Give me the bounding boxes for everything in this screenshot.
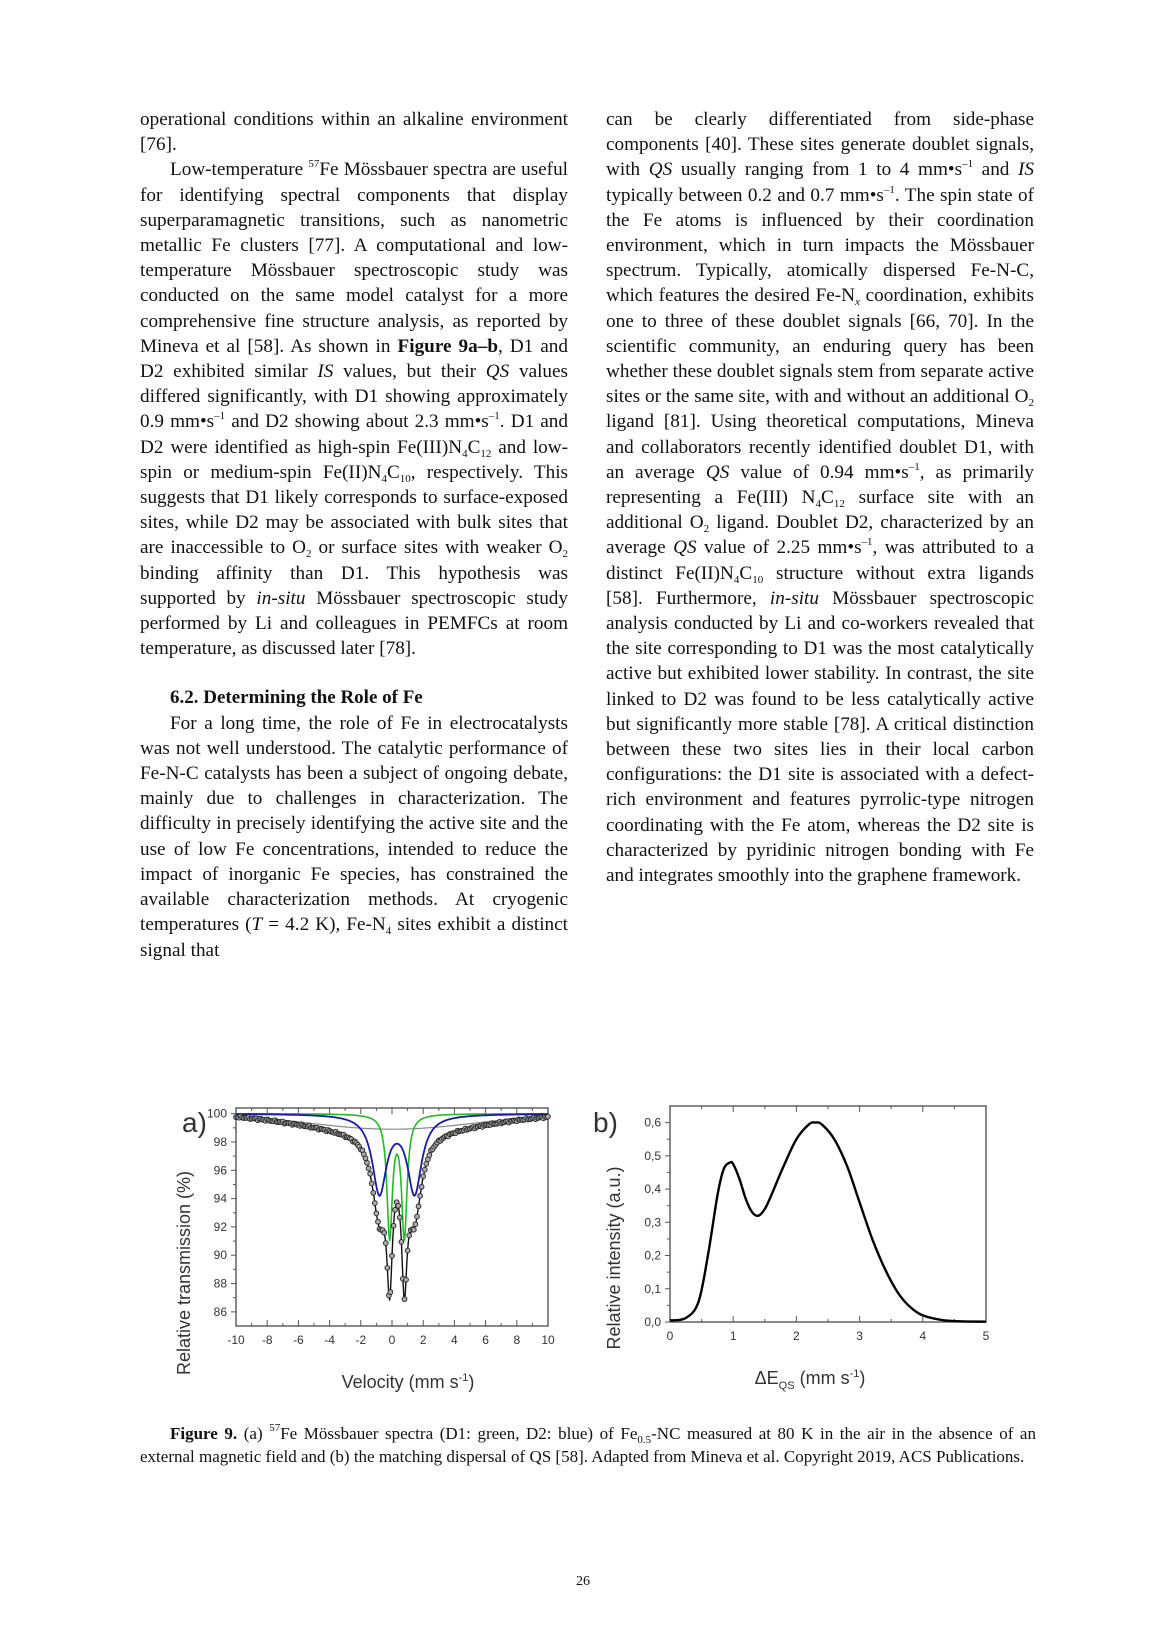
data-point (396, 1203, 401, 1208)
y-tick-label: 92 (213, 1219, 227, 1234)
data-point (405, 1248, 410, 1253)
data-point (368, 1171, 373, 1176)
panel-b-qs-distribution (593, 1106, 990, 1392)
plot-frame (670, 1106, 986, 1322)
figure-9 (150, 1098, 1010, 1398)
data-point (546, 1114, 551, 1119)
paragraph: operational conditions within an alkaline environment [76]. (140, 109, 568, 156)
data-point (371, 1190, 376, 1195)
y-tick-label: 0,2 (644, 1248, 661, 1263)
data-point (376, 1219, 381, 1224)
data-point (422, 1167, 427, 1172)
data-point (390, 1254, 395, 1259)
x-tick-label: 0 (388, 1333, 396, 1347)
data-point (385, 1265, 390, 1270)
data-point (388, 1290, 393, 1295)
data-point (424, 1161, 429, 1166)
panel-b-label: b) (593, 1107, 618, 1138)
figure-reference: Figure 9a–b (397, 335, 498, 357)
y-tick-label: 0,3 (644, 1215, 661, 1230)
x-tick-label: 8 (513, 1333, 521, 1347)
data-point (369, 1181, 374, 1186)
x-tick-label: 2 (419, 1333, 427, 1347)
figure-label: Figure 9. (170, 1424, 238, 1443)
data-point (418, 1194, 423, 1199)
y-tick-label: 0,1 (644, 1281, 661, 1296)
qs-distribution-line (670, 1122, 986, 1321)
d1-component-line (236, 1114, 548, 1241)
x-tick-label: -6 (293, 1333, 304, 1347)
data-point (404, 1277, 409, 1282)
panel-a-mossbauer-spectrum (174, 1107, 555, 1392)
paragraph: For a long time, the role of Fe in electrocatalysts was not well understood. The catalytic performance of Fe-N-C catalysts has been a subject of ongoing debate, mainly due to challenges in characterization. The difficulty in precisely identifying the active site and the use of low Fe concentrations, intended to reduce the impact of inorganic Fe species, has constrained the available characterization methods. At cryogenic temperatures (T = 4.2 K), $Fe-N_4$ sites exhibit a distinct signal that (140, 712, 568, 961)
section-heading: 6.2. Determining the Role of Fe (170, 687, 423, 709)
y-tick-label: 90 (213, 1248, 227, 1263)
right-column (606, 107, 1034, 888)
x-tick-label: 1 (729, 1329, 737, 1343)
y-tick-label: 0,4 (644, 1182, 661, 1197)
paragraph: Low-temperature $^{57}$Fe Mössbauer spectra are useful for identifying spectral components that display superparamagnetic transitions, such as nanometric metallic Fe clusters [77]. A computational and low-temperature Mössbauer spectroscopic study was conducted on the same model catalyst for a more comprehensive fine structure analysis, as reported by Mineva et al [58]. As shown in Figure 9a–b, D1 and D2 exhibited similar IS values, but their QS values differed significantly, with D1 showing approximately 0.9 $mm•s^{-1}$ and D2 showing about 2.3 $mm•s^{-1}$. D1 and D2 were identified as high-spin $Fe(III)N_4C_{12}$ and low-spin or medium-spin $Fe(II)N_4C_{10}$, respectively. This suggests that D1 likely corresponds to surface-exposed sites, while D2 may be associated with bulk sites that are inaccessible to $O_2$ or surface sites with weaker $O_2$ binding affinity than D1. This hypothesis was supported by in-situ Mössbauer spectroscopic study performed by Li and colleagues in PEMFCs at room temperature, as discussed later [78]. (140, 158, 568, 660)
data-point (407, 1233, 412, 1238)
figure-caption: Figure 9. (a) $^{57}$Fe Mössbauer spectra (D1: green, D2: blue) of $Fe_{0.5}-NC$ measured at 80 K in the air in the absence of an external magnetic field and (b) the matching dispersal of QS [58]. Adapted from Mineva et al. Copyright 2019, ACS Publications. (140, 1422, 1036, 1466)
figure-9-svg (150, 1098, 1010, 1398)
data-point (415, 1214, 420, 1219)
data-point (382, 1230, 387, 1235)
x-tick-label: 4 (451, 1333, 458, 1347)
x-tick-label: 10 (541, 1333, 555, 1347)
x-tick-label: 4 (919, 1329, 927, 1343)
data-point (383, 1241, 388, 1246)
paragraph: can be clearly differentiated from side-phase components [40]. These sites generate doublet signals, with QS usually ranging from 1 to 4 $mm•s^{-1}$ and IS typically between 0.2 and 0.7 $mm•s^{-1}$. The spin state of the Fe atoms is influenced by their coordination environment, which in turn impacts the Mössbauer spectrum. Typically, atomically dispersed Fe-N-C, which features the desired $Fe-N_x$ coordination, exhibits one to three of these doublet signals [66, 70]. In the scientific community, an enduring query has been whether these doublet signals stem from separate active sites or the same site, with and without an additional $O_2$ ligand [81]. Using theoretical computations, Mineva and collaborators recently identified doublet D1, with an average QS value of 0.94 $mm•s^{-1}$, as primarily representing a Fe(III) $N_4C_{12}$ surface site with an additional $O_2$ ligand. Doublet D2, characterized by an average QS value of 2.25 $mm•s^{-1}$, was attributed to a distinct $Fe(II)N_4C_{10}$ structure without extra ligands [58]. Furthermore, in-situ Mössbauer spectroscopic analysis conducted by Li and co-workers revealed that the site corresponding to D1 was the most catalytically active but exhibited lower stability. In contrast, the site linked to D2 was found to be less catalytically active but significantly more stable [78]. A critical distinction between these two sites lies in their local carbon configurations: the D1 site is associated with a defect-rich environment and features pyrrolic-type nitrogen coordinating with the Fe atom, whereas the D2 site is characterized by pyridinic nitrogen bonding with Fe and integrates smoothly into the graphene framework. (606, 109, 1035, 887)
data-point (365, 1160, 370, 1165)
x-tick-label: 3 (856, 1329, 863, 1343)
panel-a-y-axis-label: Relative transmission (%) (174, 1170, 194, 1376)
y-tick-label: 96 (213, 1163, 227, 1178)
data-point (374, 1211, 379, 1216)
y-tick-label: 0,5 (644, 1148, 661, 1163)
data-point (391, 1223, 396, 1228)
y-tick-label: 88 (213, 1276, 227, 1291)
data-point (421, 1174, 426, 1179)
y-tick-label: 98 (213, 1134, 227, 1149)
x-tick-label: -10 (227, 1333, 245, 1347)
x-tick-label: -4 (324, 1333, 335, 1347)
panel-a-label: a) (182, 1107, 207, 1138)
y-tick-label: 86 (213, 1304, 227, 1319)
d2-component-line (236, 1114, 548, 1196)
y-tick-label: 94 (213, 1191, 227, 1206)
left-column (140, 107, 568, 963)
y-tick-label: 100 (206, 1106, 227, 1121)
panel-b-x-axis-label: $\Delta E_{QS}$ (mm $s^{-1}$) (754, 1368, 866, 1392)
data-point (413, 1222, 418, 1227)
x-tick-label: 6 (482, 1333, 489, 1347)
data-point (399, 1240, 404, 1245)
x-tick-label: 2 (793, 1329, 800, 1343)
data-point (411, 1227, 416, 1232)
data-point (402, 1297, 407, 1302)
data-point (372, 1201, 377, 1206)
data-point (427, 1153, 432, 1158)
panel-a-x-axis-label: Velocity (mm $s^{-1}$) (341, 1372, 475, 1392)
y-tick-label: 0,0 (644, 1315, 661, 1329)
y-tick-label: 0,6 (644, 1115, 661, 1130)
x-tick-label: -2 (355, 1333, 367, 1347)
panel-b-y-axis-label: Relative intensity (a.u.) (604, 1166, 624, 1350)
x-tick-label: -8 (261, 1333, 273, 1347)
x-tick-label: 5 (982, 1329, 990, 1343)
x-tick-label: 0 (666, 1329, 674, 1343)
data-point (419, 1184, 424, 1189)
data-point (416, 1204, 421, 1209)
data-point (366, 1166, 371, 1171)
page-number: 26 (576, 1574, 590, 1589)
data-point (397, 1215, 402, 1220)
